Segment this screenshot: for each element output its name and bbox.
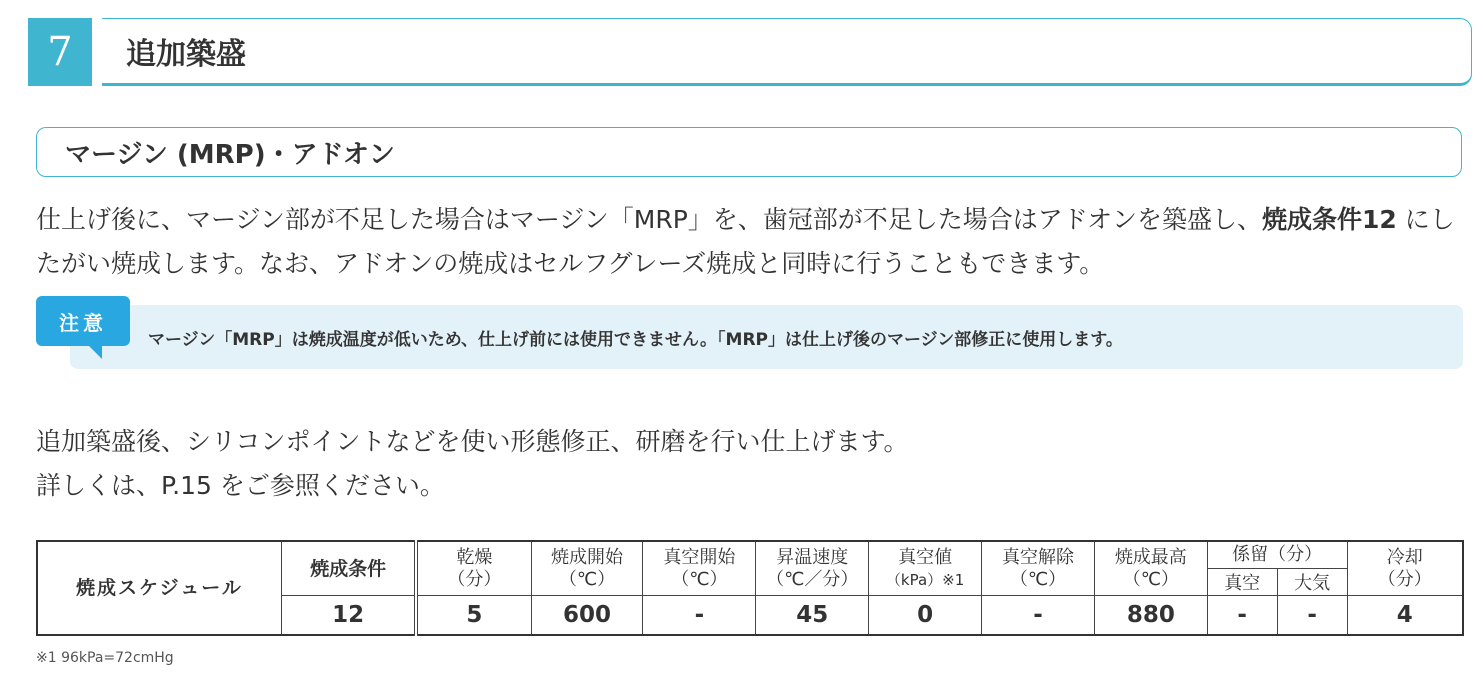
header-start: 焼成開始 （℃）	[531, 541, 643, 596]
after-line-1: 追加築盛後、シリコンポイントなどを使い形態修正、研磨を行い仕上げます。	[36, 427, 909, 456]
value-hold-air: -	[1277, 596, 1347, 636]
value-hold-vac: -	[1207, 596, 1277, 636]
value-dry: 5	[416, 596, 531, 636]
value-cool: 4	[1347, 596, 1463, 636]
row-label: 焼成スケジュール	[37, 541, 281, 635]
caution-tag-tail	[88, 345, 102, 359]
paragraph-part2: にしたがい焼成します。なお、アドオンの焼成はセルフグレーズ焼成と同時に行うこともできます。	[36, 205, 1455, 278]
section-number: 7	[28, 18, 92, 86]
header-hold: 係留（分）	[1207, 541, 1347, 569]
value-vac-release: -	[982, 596, 1095, 636]
caution-text: マージン「MRP」は焼成温度が低いため、仕上げ前には使用できません。「MRP」は仕上げ後のマージン部修正に使用します。	[148, 329, 1123, 350]
header-vac-release: 真空解除 （℃）	[982, 541, 1095, 596]
value-rate: 45	[756, 596, 869, 636]
paragraph-bold: 焼成条件12	[1262, 205, 1397, 234]
header-rate: 昇温速度 （℃／分）	[756, 541, 869, 596]
footnote: ※1 96kPa=72cmHg	[36, 650, 174, 666]
header-max: 焼成最高 （℃）	[1094, 541, 1207, 596]
value-max: 880	[1094, 596, 1207, 636]
caution-tag: 注意	[36, 296, 130, 346]
value-vac-value: 0	[869, 596, 982, 636]
after-line-2: 詳しくは、P.15 をご参照ください。	[36, 471, 445, 500]
subsection-title: マージン (MRP)・アドオン	[36, 127, 1462, 177]
header-hold-vac: 真空	[1207, 569, 1277, 596]
body-paragraph	[36, 198, 1476, 286]
header-hold-air: 大気	[1277, 569, 1347, 596]
section-header	[28, 18, 1472, 86]
header-dry: 乾燥 （分）	[416, 541, 531, 596]
value-cond: 12	[281, 596, 416, 636]
header-vac-value: 真空値 （kPa）※1	[869, 541, 982, 596]
firing-schedule-table	[36, 540, 1464, 636]
caution-box	[70, 305, 1463, 369]
header-vac-start: 真空開始 （℃）	[643, 541, 756, 596]
header-cool: 冷却 （分）	[1347, 541, 1463, 596]
paragraph-part1: 仕上げ後に、マージン部が不足した場合はマージン「MRP」を、歯冠部が不足した場合はアドオンを築盛し、	[36, 205, 1263, 234]
section-title: 追加築盛	[102, 18, 1472, 86]
header-cond: 焼成条件	[281, 541, 416, 596]
after-text	[36, 420, 1236, 508]
value-start: 600	[531, 596, 643, 636]
value-vac-start: -	[643, 596, 756, 636]
